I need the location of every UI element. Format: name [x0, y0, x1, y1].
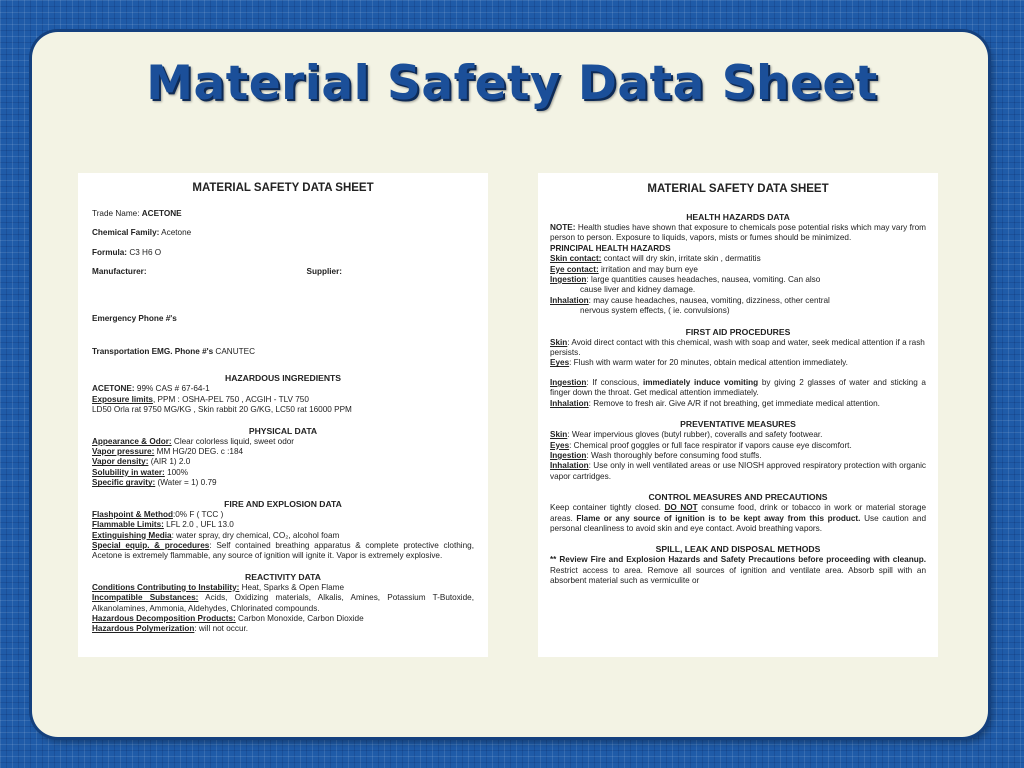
- fire-explosion-heading: FIRE AND EXPLOSION DATA: [224, 498, 342, 509]
- msds-sheet-right: [538, 173, 938, 657]
- physical-data-heading: PHYSICAL DATA: [248, 425, 318, 436]
- incompatible-row: [92, 593, 474, 614]
- physical-value: Clear colorless liquid, sweet odor: [171, 436, 295, 446]
- special-procedures-row: [92, 541, 474, 562]
- acetone-row: [92, 384, 474, 394]
- flashpoint-label: Flashpoint & Method: [92, 509, 173, 519]
- formula-label: Formula:: [92, 247, 128, 257]
- inhalation-row: [550, 296, 926, 306]
- prev-skin-label: Skin: [550, 430, 568, 440]
- ld50-row: LD50 Orla rat 9750 MG/KG , Skin rabbit 20 G/KG, LC50 rat 16000 PPM: [92, 405, 352, 415]
- note-value: Health studies have shown that exposure to chemicals pose potential risks which may vary from person to person. Exposure to liquids, vapors, mists or fumes should be minimized.: [550, 223, 926, 243]
- eye-contact-label: Eye contact:: [550, 264, 599, 274]
- health-hazards-heading: HEALTH HAZARDS DATA: [686, 212, 790, 222]
- transport-phone-value: CANUTEC: [215, 347, 255, 357]
- msds-sheet-left: [78, 173, 488, 657]
- control-text-pre: Keep container tightly closed.: [550, 503, 665, 513]
- polymerization-label: Hazardous Polymerization: [92, 624, 195, 634]
- prev-eyes-row: [550, 441, 926, 451]
- note-label: NOTE:: [550, 223, 576, 232]
- polymerization-row: [92, 624, 474, 634]
- decomposition-label: Hazardous Decomposition Products:: [92, 613, 236, 623]
- extinguishing-value: : water spray, dry chemical, CO₂, alcohol foam: [171, 530, 340, 540]
- extinguishing-label: Extinguishing Media: [92, 530, 172, 540]
- hazardous-ingredients-heading: HAZARDOUS INGREDIENTS: [224, 373, 342, 384]
- physical-row: [92, 468, 474, 478]
- physical-value: MM HG/20 DEG. c :184: [154, 447, 244, 457]
- first-aid-skin-value: : Avoid direct contact with this chemical, wash with soap and water, seek medical attention if a rash persists.: [550, 337, 925, 358]
- skin-contact-label: Skin contact:: [550, 254, 602, 264]
- conditions-label: Conditions Contributing to Instability:: [92, 582, 240, 592]
- decomposition-value: Carbon Monoxide, Carbon Dioxide: [235, 613, 364, 623]
- reactivity-heading: REACTIVITY DATA: [245, 571, 321, 582]
- inhalation-value: : may cause headaches, nausea, vomiting, dizziness, other central: [588, 295, 830, 305]
- ingestion-value: : large quantities causes headaches, nausea, vomiting. Can also: [586, 275, 821, 285]
- decomposition-row: [92, 614, 474, 624]
- physical-value: 100%: [164, 467, 189, 477]
- prev-inhalation-value: : Use only in well ventilated areas or use NIOSH approved respiratory protection with organic vapor cartridges.: [550, 461, 926, 481]
- eye-contact-value: irritation and may burn eye: [598, 264, 698, 274]
- control-measures-heading: CONTROL MEASURES AND PRECAUTIONS: [648, 492, 828, 503]
- transport-phone-row: [92, 347, 474, 357]
- trade-name-row: [92, 209, 474, 219]
- formula-row: [92, 248, 474, 258]
- first-aid-skin-row: [550, 338, 926, 359]
- control-text-post: Use caution and personal cleanliness to avoid skin and eye contact. Avoid breathing vapors.: [550, 513, 926, 533]
- extinguishing-row: [92, 531, 474, 541]
- control-measures-text: [550, 503, 926, 534]
- special-procedures-label: Special equip. & procedures: [92, 540, 210, 550]
- exposure-value: , PPM : OSHA-PEL 750 , ACGIH - TLV 750: [152, 394, 309, 404]
- ingestion-label: Ingestion: [550, 275, 587, 285]
- prev-skin-value: : Wear impervious gloves (butyl rubber), coveralls and safety footwear.: [567, 430, 823, 440]
- sheet-title: MATERIAL SAFETY DATA SHEET: [647, 183, 829, 195]
- flammable-row: [92, 520, 474, 530]
- inhalation-label: Inhalation: [550, 295, 589, 305]
- prev-inhalation-row: [550, 461, 926, 482]
- prev-eyes-label: Eyes: [550, 440, 570, 450]
- physical-row: [92, 457, 474, 467]
- first-aid-heading: FIRST AID PROCEDURES: [685, 326, 791, 337]
- incompatible-value: Acids, Oxidizing materials, Alkalis, Amines, Potassium T-Butoxide, Alkanolamines, Ammonia, Aldehydes, Chlorinated compounds.: [92, 593, 474, 613]
- spill-body: Restrict access to area. Remove all sources of ignition and ventilate area. Absorb spill with an absorbent material such as vermiculite or: [550, 565, 926, 586]
- polymerization-value: : will not occur.: [194, 624, 249, 634]
- first-aid-ingestion-pre: : If conscious,: [586, 377, 643, 387]
- acetone-label: ACETONE:: [92, 384, 135, 394]
- supplier-label: Supplier:: [306, 267, 342, 277]
- control-flame-warning: Flame or any source of ignition is to be kept away from this product.: [576, 513, 861, 523]
- control-do-not: DO NOT: [664, 503, 698, 513]
- trade-name-label: Trade Name:: [92, 209, 140, 218]
- physical-label: Specific gravity:: [92, 478, 156, 488]
- conditions-row: [92, 583, 474, 593]
- physical-row: [92, 478, 474, 488]
- control-text-mid: consume food, drink or tobacco in work or material storage areas.: [550, 503, 927, 523]
- chemical-family-value: Acetone: [161, 228, 192, 238]
- incompatible-label: Incompatible Substances:: [92, 593, 199, 603]
- trade-name-value: ACETONE: [141, 209, 182, 218]
- first-aid-eyes-value: : Flush with warm water for 20 minutes, obtain medical attention immediately.: [569, 358, 848, 368]
- first-aid-inhalation-label: Inhalation: [550, 398, 589, 408]
- first-aid-ingestion-post: by giving 2 glasses of water and sticking a finger down the throat. Get medical attention immediately.: [550, 377, 926, 398]
- physical-label: Vapor density:: [92, 457, 149, 467]
- chemical-family-row: [92, 228, 474, 238]
- spill-review-warning: ** Review Fire and Explosion Hazards and Safety Precautions before proceeding with cleanup.: [550, 555, 926, 565]
- manufacturer-label: Manufacturer:: [92, 267, 147, 277]
- skin-contact-row: [550, 254, 926, 264]
- physical-label: Solubility in water:: [92, 467, 165, 477]
- first-aid-inhalation-row: [550, 399, 926, 409]
- physical-value: (Water = 1) 0.79: [155, 478, 217, 488]
- note-row: [550, 223, 926, 244]
- transport-phone-label: Transportation EMG. Phone #'s: [92, 347, 214, 357]
- flammable-value: LFL 2.0 , UFL 13.0: [163, 520, 234, 530]
- inhalation-continued: nervous system effects, ( ie. convulsions): [580, 306, 730, 316]
- first-aid-ingestion-row: [550, 378, 926, 399]
- prev-skin-row: [550, 430, 926, 440]
- eye-contact-row: [550, 265, 926, 275]
- physical-value: (AIR 1) 2.0: [148, 457, 191, 467]
- prev-inhalation-label: Inhalation: [550, 461, 589, 471]
- physical-row: [92, 437, 474, 447]
- first-aid-ingestion-bold: immediately induce vomiting: [642, 377, 759, 387]
- spill-heading: SPILL, LEAK AND DISPOSAL METHODS: [655, 544, 821, 555]
- exposure-label: Exposure limits: [92, 394, 153, 404]
- physical-label: Appearance & Odor:: [92, 436, 172, 446]
- ingestion-continued: cause liver and kidney damage.: [580, 285, 696, 295]
- prev-ingestion-row: [550, 451, 926, 461]
- first-aid-inhalation-value: : Remove to fresh air. Give A/R if not breathing, get immediate medical attention.: [588, 398, 880, 408]
- sheet-title: MATERIAL SAFETY DATA SHEET: [192, 182, 374, 194]
- prev-ingestion-label: Ingestion: [550, 450, 587, 460]
- first-aid-ingestion-label: Ingestion: [550, 377, 587, 387]
- flammable-label: Flammable Limits:: [92, 520, 164, 530]
- physical-label: Vapor pressure:: [92, 447, 155, 457]
- conditions-value: Heat, Sparks & Open Flame: [239, 582, 345, 592]
- exposure-row: [92, 395, 474, 405]
- prev-eyes-value: : Chemical proof goggles or full face respirator if vapors cause eye discomfort.: [569, 440, 852, 450]
- special-procedures-value: : Self contained breathing apparatus & complete protective clothing, Acetone is extremely flammable, any source of ignition will ignite it. Vapor is extremely explosive.: [92, 540, 474, 561]
- physical-row: [92, 447, 474, 457]
- skin-contact-value: contact will dry skin, irritate skin , dermatitis: [601, 254, 761, 264]
- emergency-phone-label: Emergency Phone #'s: [92, 313, 177, 323]
- principal-hazards-heading: PRINCIPAL HEALTH HAZARDS: [550, 243, 671, 253]
- prev-ingestion-value: : Wash thoroughly before consuming food stuffs.: [586, 450, 762, 460]
- spill-text: [550, 555, 926, 586]
- chemical-family-label: Chemical Family:: [92, 228, 160, 238]
- first-aid-eyes-row: [550, 358, 926, 368]
- first-aid-skin-label: Skin: [550, 337, 568, 347]
- first-aid-eyes-label: Eyes: [550, 358, 570, 368]
- formula-value: C3 H6 O: [129, 247, 162, 257]
- preventative-heading: PREVENTATIVE MEASURES: [680, 419, 796, 430]
- manufacturer-supplier-row: [92, 267, 342, 277]
- slide-title: Material Safety Data Sheet: [146, 56, 878, 111]
- flashpoint-value: :0% F ( TCC ): [172, 509, 224, 519]
- ingestion-row: [550, 275, 926, 285]
- flashpoint-row: [92, 510, 474, 520]
- acetone-value: 99% CAS # 67-64-1: [136, 384, 210, 394]
